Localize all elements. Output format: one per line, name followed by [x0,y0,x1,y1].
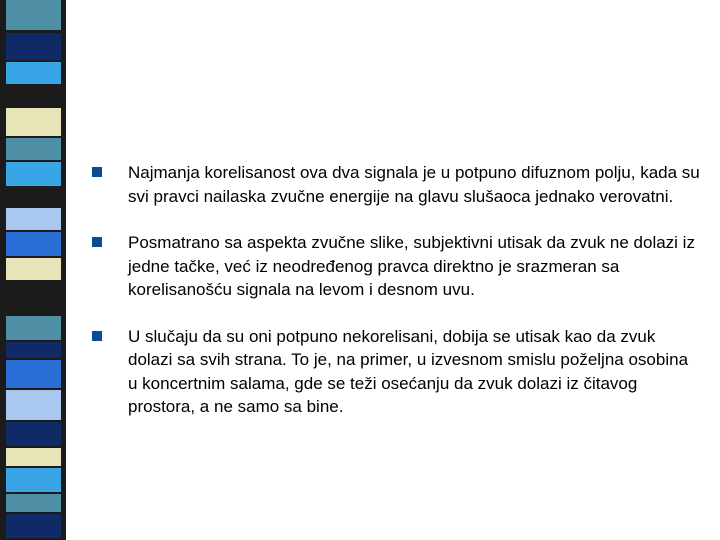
square-bullet-icon [92,331,102,341]
stripe-segment [6,494,61,512]
stripe-segment [6,448,61,466]
stripe-segment [6,208,61,230]
stripe-segment [6,422,61,446]
stripe-segment [6,108,61,136]
bullet-item-2 [92,231,702,302]
stripe-segment [6,468,61,492]
stripe-segment [6,258,61,280]
bullet-item-3 [92,325,702,419]
decorative-stripe [0,0,66,540]
stripe-segment [6,514,61,538]
stripe-segment [6,232,61,256]
stripe-segment [6,390,61,420]
bullet-text: Najmanja korelisanost ova dva signala je u potpuno difuznom polju, kada su svi pravci nailaska zvučne energije na glavu slušaoca jednako verovatni. [128,163,700,206]
stripe-segment [6,316,61,340]
square-bullet-icon [92,167,102,177]
stripe-segment [6,62,61,84]
stripe-segment [6,0,61,30]
bullet-list [92,161,702,442]
stripe-segment [6,342,61,358]
bullet-item-1 [92,161,702,208]
stripe-segment [6,162,61,186]
bullet-text: Posmatrano sa aspekta zvučne slike, subjektivni utisak da zvuk ne dolazi iz jedne tačke, već iz neodređenog pravca direktno je srazmeran sa korelisanošću signala na levom i desnom uvu. [128,233,695,299]
stripe-segment [6,33,61,60]
stripe-segment [6,360,61,388]
stripe-segment [6,138,61,160]
square-bullet-icon [92,237,102,247]
bullet-text: U slučaju da su oni potpuno nekorelisani, dobija se utisak kao da zvuk dolazi sa svih strana. To je, na primer, u izvesnom smislu poželjna osobina u koncertnim salama, gde se teži osećanju da zvuk dolazi iz čitavog prostora, a ne samo sa bine. [128,326,689,416]
